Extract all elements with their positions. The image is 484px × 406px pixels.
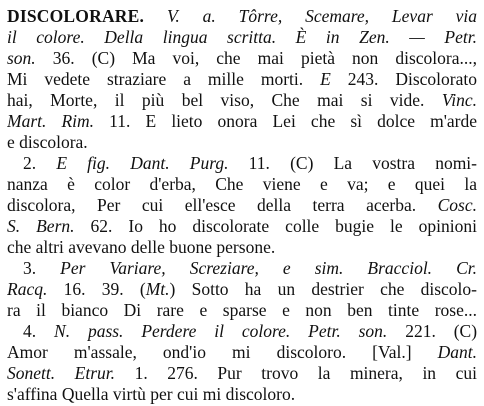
- line-segment: Sonett. Etrur.: [7, 363, 116, 383]
- line-segment: 3.: [23, 258, 61, 278]
- line-segment: ) Sotto ha un destrier che discolo-: [169, 279, 477, 299]
- line-segment: 4.: [23, 321, 55, 341]
- line-segment: Amor m'assale, ond'io mi discoloro. [Val.]: [7, 342, 438, 362]
- line-segment: 62. Io ho discolorate colle bugie le opinioni: [74, 216, 477, 236]
- line-segment: nanza è color d'erba, Che viene e va; e quei la: [7, 174, 477, 194]
- line-segment: discolora, Per cui ell'esce della terra acerba.: [7, 195, 438, 215]
- line-segment: Racq.: [7, 279, 48, 299]
- entry-line: [7, 382, 477, 406]
- line-segment: 11. (C) La vostra nomi-: [228, 153, 477, 173]
- line-segment: Mi vedete straziare a mille morti.: [7, 69, 321, 89]
- line-segment: 2.: [23, 153, 57, 173]
- line-segment: N. pass. Perdere il colore. Petr. son.: [54, 321, 388, 341]
- line-segment: V. a. Tôrre, Scemare, Levar via: [166, 6, 477, 26]
- line-segment: Vinc.: [441, 90, 477, 110]
- line-segment: 243. Discolorato: [330, 69, 477, 89]
- line-segment: Mt.: [145, 279, 170, 299]
- line-segment: Cosc.: [437, 195, 477, 215]
- line-segment: il colore. Della lingua scritta. È in Zen. — Petr.: [7, 27, 477, 47]
- line-segment: 36. (C) Ma voi, che mai pietà non discolora...,: [35, 48, 477, 68]
- line-segment: 16. 39. (: [47, 279, 146, 299]
- line-segment: Dant.: [437, 342, 477, 362]
- headword: DISCOLORARE.: [7, 6, 145, 26]
- line-segment: 11. E lieto onora Lei che sì dolce m'arde: [94, 111, 477, 131]
- line-segment: 221. (C): [387, 321, 477, 341]
- line-segment: ra il bianco Di rare e sparse e non ben tinte rose...: [7, 300, 477, 320]
- line-segment: E: [320, 69, 331, 89]
- line-segment: E fig. Dant. Purg.: [56, 153, 229, 173]
- line-segment: e discolora.: [7, 132, 88, 152]
- line-segment: s'affina Quella virtù per cui mi discoloro.: [7, 384, 296, 404]
- line-segment: che altri avevano delle buone persone.: [7, 237, 276, 257]
- line-segment: S. Bern.: [7, 216, 75, 236]
- line-segment: Mart. Rim.: [7, 111, 95, 131]
- line-segment: hai, Morte, il più bel viso, Che mai si vide.: [7, 90, 442, 110]
- line-segment: Per Variare, Screziare, e sim. Bracciol. Cr.: [60, 258, 477, 278]
- line-segment: 1. 276. Pur trovo la minera, in cui: [115, 363, 477, 383]
- line-segment: son.: [7, 48, 36, 68]
